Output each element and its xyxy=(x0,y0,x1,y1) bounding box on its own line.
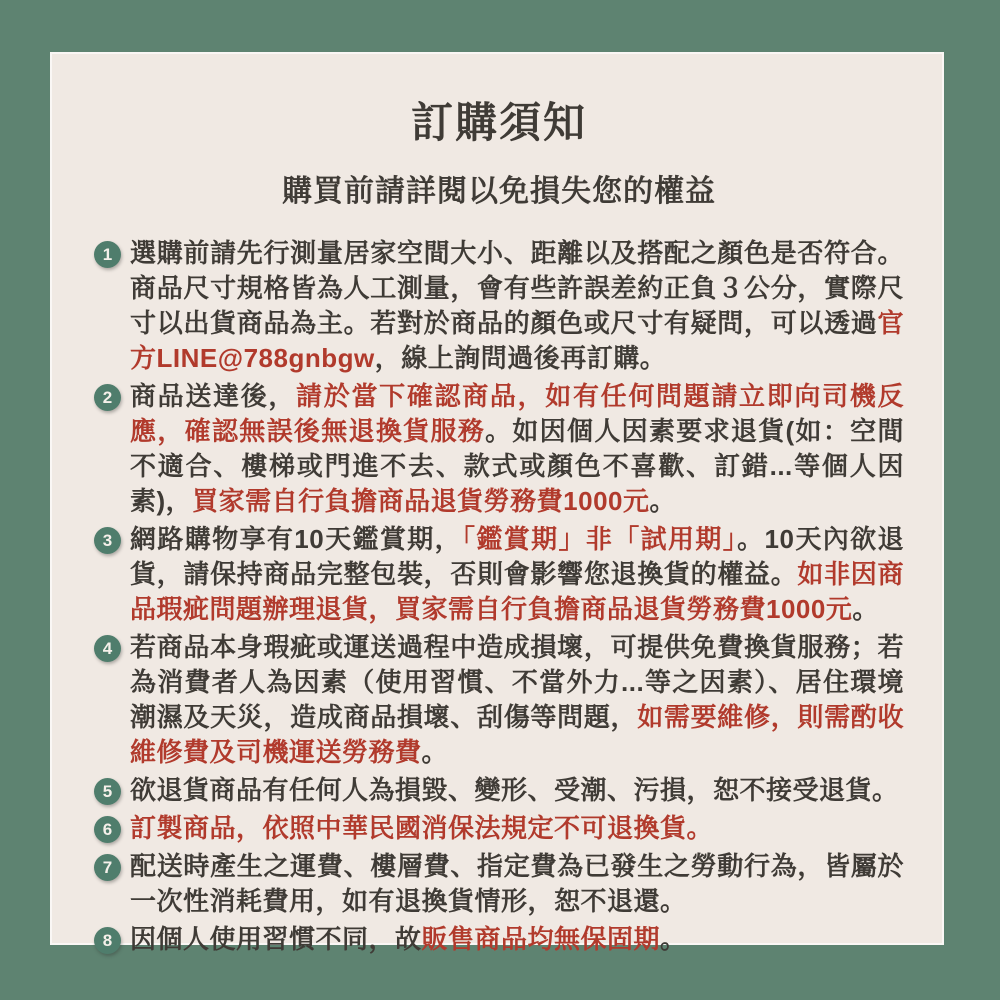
notice-item-4 xyxy=(94,630,904,770)
text-segment-highlight: 請於當下確認商品，如有任何問題請立即向司機反應，確認無誤後無退換貨服務 xyxy=(130,381,904,446)
text-segment: 若商品本身瑕疵或運送過程中造成損壞，可提供免費換貨服務；若為消費者人為因素（使用習慣、不當外力...等之因素）、居住環境潮濕及天災，造成商品損壞、刮傷等問題， xyxy=(130,632,904,732)
notice-item-8 xyxy=(94,922,904,957)
text-segment-highlight: 「鑑賞期」非「試用期」 xyxy=(461,524,738,554)
text-segment-highlight: 販售商品均無保固期 xyxy=(421,924,661,954)
notice-card xyxy=(50,52,944,954)
text-segment: 配送時產生之運費、樓層費、指定費為已發生之勞動行為，皆屬於一次性消耗費用，如有退換貨情形，恕不退還。 xyxy=(130,851,904,916)
text-segment: 。 xyxy=(852,594,879,624)
notice-item-6 xyxy=(94,811,904,846)
notice-text xyxy=(130,922,687,957)
notice-text xyxy=(130,630,904,770)
notice-text xyxy=(130,379,904,519)
notice-item-7 xyxy=(94,849,904,919)
text-segment-highlight: 訂製商品，依照中華民國消保法規定不可退換貨。 xyxy=(130,813,714,843)
text-segment-highlight: 如非因商品瑕疵問題辦理退貨，買家需自行負擔商品退貨勞務費1000元 xyxy=(130,559,904,624)
notice-text xyxy=(130,773,899,808)
text-segment: 。如因個人因素要求退貨(如：空間不適合、樓梯或門進不去、款式或顏色不喜歡、訂錯...等個人因素)， xyxy=(130,416,904,516)
text-segment: 因個人使用習慣不同，故 xyxy=(130,924,422,954)
text-segment: 網路購物享有10天鑑賞期， xyxy=(130,524,462,554)
notice-item-3 xyxy=(94,522,904,627)
notice-subtitle: 購買前請詳閱以免損失您的權益 xyxy=(282,175,716,208)
text-segment-highlight: 官方LINE@788gnbgw xyxy=(130,308,904,373)
item-number-badge: 2 xyxy=(94,384,121,411)
item-number-badge: 6 xyxy=(94,816,121,843)
text-segment: 選購前請先行測量居家空間大小、距離以及搭配之顏色是否符合。商品尺寸規格皆為人工測量，會有些許誤差約正負３公分，實際尺寸以出貨商品為主。若對於商品的顏色或尺寸有疑問，可以透過 xyxy=(130,238,904,338)
notice-item-5 xyxy=(94,773,904,808)
item-number-badge: 5 xyxy=(94,778,121,805)
text-segment: 。 xyxy=(660,924,687,954)
notice-list xyxy=(94,236,904,957)
text-segment: 商品送達後， xyxy=(130,381,297,411)
text-segment: 。 xyxy=(649,486,677,516)
notice-text xyxy=(130,522,904,627)
notice-text xyxy=(130,236,904,376)
item-number-badge: 7 xyxy=(94,854,121,881)
text-segment: 。10天內欲退貨，請保持商品完整包裝，否則會影響您退換貨的權益。 xyxy=(130,524,904,589)
text-segment: 。 xyxy=(421,737,449,767)
notice-text xyxy=(130,849,904,919)
text-segment: ，線上詢問過後再訂購。 xyxy=(374,343,667,373)
notice-item-1 xyxy=(94,236,904,376)
notice-item-2 xyxy=(94,379,904,519)
text-segment-highlight: 買家需自行負擔商品退貨勞務費1000元 xyxy=(192,486,650,516)
item-number-badge: 8 xyxy=(94,927,121,954)
text-segment-highlight: 如需要維修，則需酌收維修費及司機運送勞務費 xyxy=(130,702,904,767)
item-number-badge: 4 xyxy=(94,635,121,662)
item-number-badge: 3 xyxy=(94,527,121,554)
notice-title: 訂購須知 xyxy=(410,99,587,146)
text-segment: 欲退貨商品有任何人為損毀、變形、受潮、污損，恕不接受退貨。 xyxy=(130,775,899,805)
notice-text xyxy=(130,811,713,846)
item-number-badge: 1 xyxy=(94,241,121,268)
